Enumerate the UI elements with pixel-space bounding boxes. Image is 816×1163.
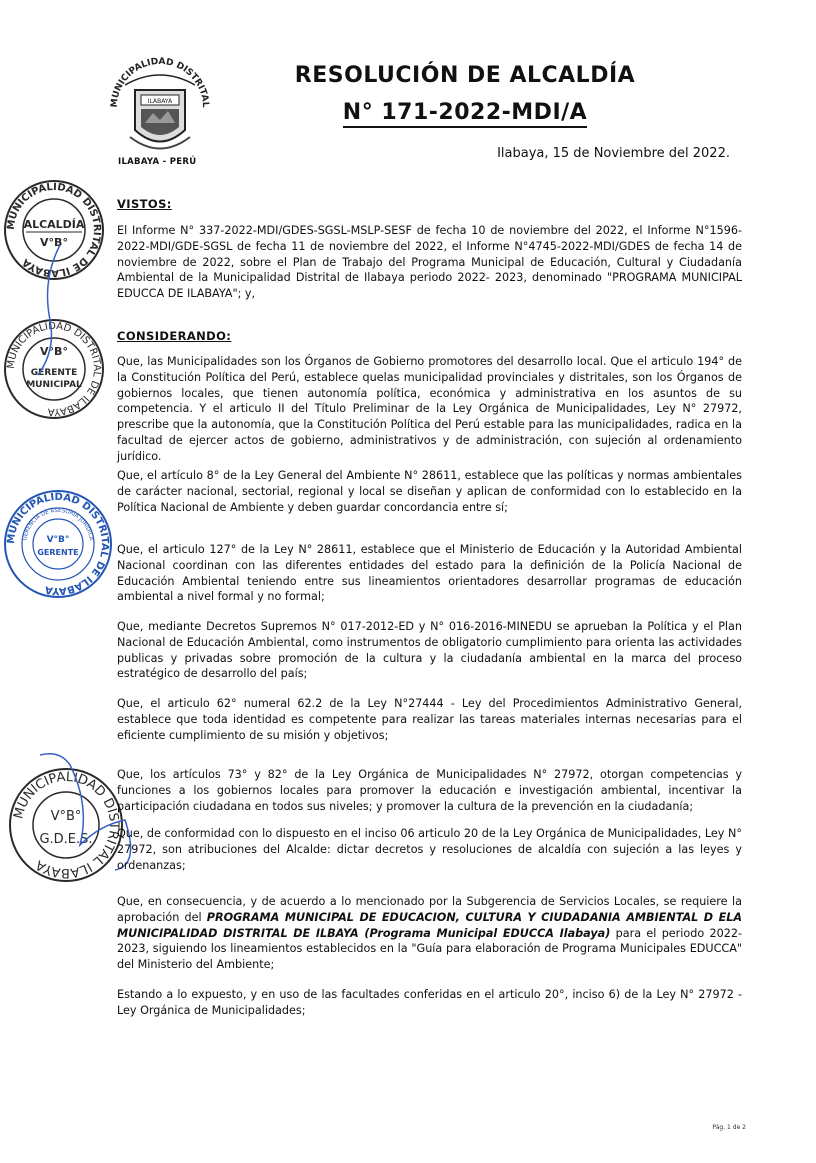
paragraph-8-text-b: para el periodo 2022-2023, siguiendo los lineamientos establecidos en la "Guía para elaboración de Programa Municipales EDUCCA" del Ministerio del Ambiente; (117, 926, 742, 972)
logo-ring-text: MUNICIPALIDAD DISTRITAL (109, 56, 211, 108)
stamp-vobo: V°B° (40, 345, 68, 358)
stamp-ring-text: MUNICIPALIDAD DISTRITAL DE ILABAYA (5, 181, 103, 279)
logo-city-label: ILABAYA - PERÚ (118, 157, 197, 167)
programa-name: PROGRAMA MUNICIPAL DE EDUCACION, CULTURA Y CIUDADANIA AMBIENTAL D ELA MUNICIPALIDAD DISTRITAL DE ILBAYA (Programa Municipal EDUCCA Ilabaya) (117, 910, 742, 940)
considerando-paragraph-7: Que, de conformidad con lo dispuesto en el inciso 06 articulo 20 de la Ley Orgánica de Municipalidades, Ley N° 27972, son atribuciones del Alcalde: dictar decretos y resoluciones de alcaldía con sujeción a las leyes y ordenanzas; (117, 827, 742, 872)
resolution-title: RESOLUCIÓN DE ALCALDÍA (294, 63, 636, 88)
stamp-ring-text: MUNICIPALIDAD DISTRITAL DE ILABAYA (5, 491, 111, 597)
considerando-paragraph-3: Que, el articulo 127° de la Ley N° 28611, establece que el Ministerio de Educación y la Autoridad Ambiental Nacional coordinan con las diferentes entidades del estado para la definición de la Policía Nacional de Educación Ambiental teniendo entre sus lineamientos orientadores desarrollar programas de educación ambiental a nivel formal y no formal; (117, 543, 742, 604)
considerando-paragraph-1: Que, las Municipalidades son los Órganos de Gobierno promotores del desarrollo local. Que el articulo 194° de la Constitución Política del Perú, establece quelas municipalidad provinciales y distritales, son los Órganos de gobiernos locales, que tienen autonomía política, económica y administrativa en los asuntos de su competencia. Y el articulo II del Título Preliminar de la Ley Orgánica de Municipalidades, Ley N° 27972, prescribe que la autonomía, que la Constitución Política del Perú estable para las municipalidades, radica en la facultad de ejercer actos de gobierno, administrativos y de administración, con sujeción al ordenamiento jurídico. (117, 355, 742, 463)
considerando-paragraph-9: Estando a lo expuesto, y en uso de las facultades conferidas en el articulo 20°, inciso 6) de la Ley N° 27972 - Ley Orgánica de Municipalidades; (117, 988, 742, 1017)
considerando-paragraph-4: Que, mediante Decretos Supremos N° 017-2012-ED y N° 016-2016-MINEDU se aprueban la Política y el Plan Nacional de Educación Ambiental, como instrumentos de obligatorio cumplimiento para orienta las actividades publicas y privadas sobre promoción de la cultura y la ciudadanía ambiental en la marca del proceso estratégico de desarrollo del país; (117, 620, 742, 681)
considerando-paragraph-6: Que, los artículos 73° y 82° de la Ley Orgánica de Municipalidades N° 27972, otorgan competencias y funciones a los gobiernos locales para promover la educación e investigación ambiental, incentivar la participación ciudadana en todos sus niveles; y promover la cultura de la prevención en la ciudadanía; (117, 768, 742, 813)
stamp-vobo: V°B° (40, 236, 68, 249)
resolution-number-text: N° 171-2022-MDI/A (343, 100, 587, 128)
signature-stroke (20, 240, 80, 380)
stamp-label-2: MUNICIPAL (26, 380, 82, 390)
stamp-vobo: V°B° (50, 809, 82, 824)
resolution-number (230, 100, 700, 125)
municipality-logo (105, 45, 215, 160)
stamp-label: GERENTE (37, 548, 79, 557)
considerando-paragraph-2: Que, el artículo 8° de la Ley General del Ambiente N° 28611, establece que las políticas y normas ambientales de carácter nacional, sectorial, regional y local se diseñan y aplican de conformidad con lo establecido en la Política Nacional de Ambiente y deben guardar concordancia entre sí; (117, 469, 742, 514)
logo-inner-text: ILABAYA (147, 98, 173, 105)
paragraph-8-text-a: Que, en consecuencia, y de acuerdo a lo mencionado por la Subgerencia de Servicios Locales, se requiere la aprobación del (117, 895, 742, 924)
page-number: Pág. 1 de 2 (712, 1124, 746, 1131)
resolution-date: Ilabaya, 15 de Noviembre del 2022. (497, 146, 730, 161)
stamp-vobo: V°B° (46, 535, 70, 545)
vistos-paragraph: El Informe N° 337-2022-MDI/GDES-SGSL-MSLP-SESF de fecha 10 de noviembre del 2022, el Informe N°1596-2022-MDI/GDE-SGSL de fecha 11 de noviembre del 2022, el Informe N°4745-2022-MDI/GDES de fecha 14 de noviembre de 2022, sobre el Plan de Trabajo del Programa Municipal de Educación, Cultural y Ciudadanía Ambiental de la Municipalidad Distrital de Ilabaya periodo 2022- 2023, denominado "PROGRAMA MUNICIPAL EDUCCA DE ILABAYA"; y, (117, 224, 742, 301)
stamp-ring-text: MUNICIPALIDAD DISTRITAL ILABAYA (11, 769, 122, 881)
stamp-label: G.D.E.S. (39, 832, 93, 847)
considerando-paragraph-5: Que, el articulo 62° numeral 62.2 de la Ley N°27444 - Ley del Procedimientos Administrativo General, establece que toda identidad es competente para realizar las tareas materiales internas necesarias para el eficiente cumplimiento de su misión y objetivos; (117, 697, 742, 742)
stamp-label: ALCALDÍA (23, 218, 85, 231)
stamp-label: GERENTE (30, 368, 78, 378)
considerando-heading: CONSIDERANDO: (117, 329, 232, 343)
considerando-paragraph-8 (117, 894, 742, 973)
stamp-ring-text: MUNICIPALIDAD DISTRITAL DE ILABAYA (5, 320, 103, 418)
stamp-asesoria-juridica (2, 488, 114, 600)
vistos-heading: VISTOS: (117, 197, 172, 211)
stamp-inner-ring-text: GERENCIA DE ASESORÍA JURÍDICA (22, 507, 94, 542)
